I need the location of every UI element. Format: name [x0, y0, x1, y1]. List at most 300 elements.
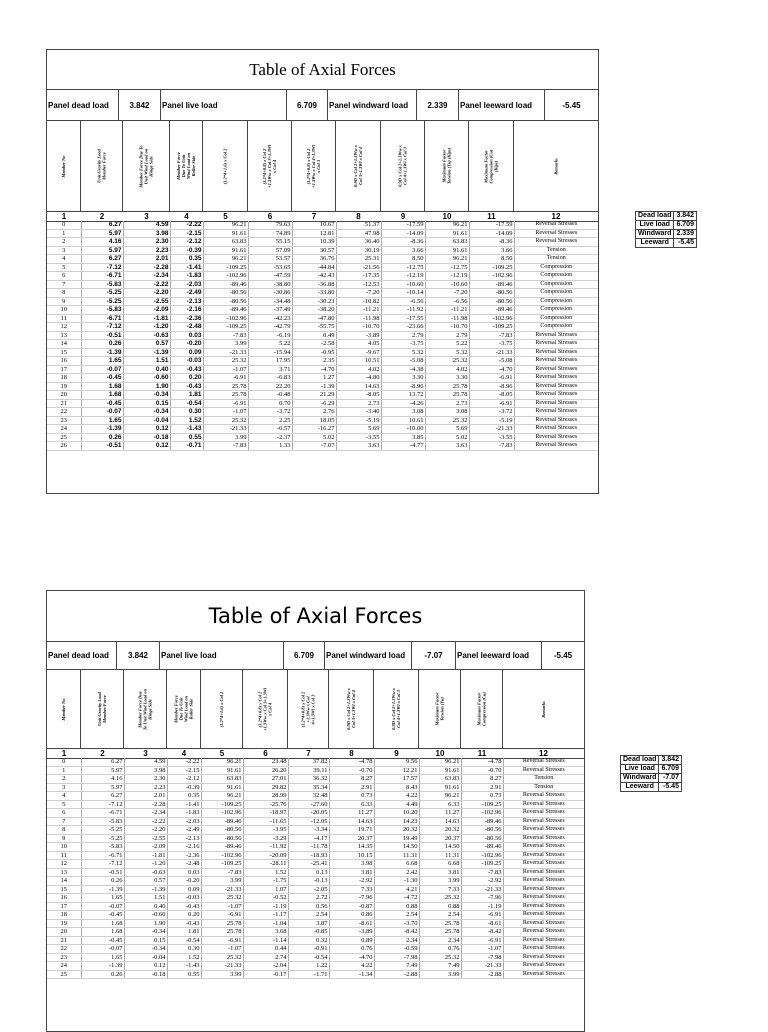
remarks-cell: Compression [514, 323, 598, 332]
column-number: 1 [61, 212, 67, 221]
value-cell: -9.67 [336, 348, 381, 357]
value-cell: -2.13 [170, 297, 203, 306]
value-cell: 1.68 [81, 919, 124, 928]
axial-forces-table-2 [46, 590, 585, 1032]
member-number-cell: 17 [47, 902, 81, 911]
member-number-cell: 21 [47, 936, 81, 945]
remarks-cell: Reversal Stresses [503, 902, 584, 911]
load-summary-row [621, 756, 682, 765]
value-cell: 2.25 [248, 416, 292, 425]
value-cell: -5.25 [81, 834, 124, 843]
value-cell: -42.79 [248, 323, 292, 332]
value-cell: -4.17 [288, 834, 329, 843]
value-cell: -8.42 [374, 928, 419, 937]
remarks-cell: Reversal Stresses [503, 962, 584, 971]
value-cell: -20.05 [288, 809, 329, 818]
table-row [47, 416, 598, 425]
value-cell: 6.33 [329, 800, 374, 809]
member-number-cell: 20 [47, 391, 81, 400]
value-cell: -7.83 [201, 868, 243, 877]
value-cell: -1.20 [124, 860, 167, 869]
value-cell: 36.40 [336, 238, 381, 247]
value-cell: -2.36 [167, 851, 201, 860]
panel-live-load-label: Panel live load [162, 100, 218, 110]
value-cell: 0.57 [124, 877, 167, 886]
table-row [47, 851, 584, 860]
column-number: 5 [223, 212, 228, 221]
value-cell: -30.86 [248, 289, 292, 298]
value-cell: -0.60 [123, 374, 170, 383]
value-cell: -7.07 [292, 442, 336, 451]
value-cell: -89.46 [469, 280, 514, 289]
value-cell: 4.49 [374, 800, 419, 809]
column-header [288, 670, 329, 748]
table-row [47, 970, 584, 979]
column-header [374, 670, 419, 748]
table-row [47, 919, 584, 928]
value-cell: 10.39 [292, 238, 336, 247]
column-header [248, 121, 292, 211]
value-cell: 10.51 [336, 357, 381, 366]
value-cell: 2.73 [336, 399, 381, 408]
value-cell: -36.88 [292, 280, 336, 289]
value-cell: -109.25 [203, 323, 248, 332]
value-cell: 3.81 [419, 868, 461, 877]
remarks-cell: Reversal Stresses [503, 919, 584, 928]
data-table [47, 758, 584, 979]
value-cell: 63.83 [201, 775, 243, 784]
value-cell: -80.56 [461, 834, 503, 843]
remarks-cell: Reversal Stresses [514, 374, 598, 383]
value-cell: -80.56 [203, 297, 248, 306]
value-cell: -4.70 [292, 365, 336, 374]
remarks-cell: Reversal Stresses [514, 408, 598, 417]
value-cell: 1.65 [81, 953, 124, 962]
value-cell: 96.21 [425, 221, 469, 229]
member-number-cell: 10 [47, 843, 81, 852]
value-cell: -25.41 [288, 860, 329, 869]
value-cell: -0.04 [123, 416, 170, 425]
value-cell: -1.19 [461, 902, 503, 911]
column-header-text: 0.9D x Col 2+1.3Ww x Col 4+1.3Wl x Col 3 [397, 145, 408, 187]
value-cell: -17.35 [336, 272, 381, 281]
value-cell: -5.19 [469, 416, 514, 425]
value-cell: -3.89 [329, 928, 374, 937]
value-cell: -2.37 [248, 433, 292, 442]
value-cell: 3.99 [203, 433, 248, 442]
table-row [47, 382, 598, 391]
value-cell: 5.32 [381, 348, 425, 357]
value-cell: 3.99 [419, 970, 461, 979]
value-cell: -2.15 [167, 766, 201, 775]
column-number: 8 [349, 749, 354, 758]
value-cell: 2.30 [124, 775, 167, 784]
value-cell: -7.83 [469, 442, 514, 451]
value-cell: 20.32 [419, 826, 461, 835]
value-cell: 14.63 [329, 817, 374, 826]
value-cell: -5.83 [81, 280, 123, 289]
value-cell: 0.13 [288, 868, 329, 877]
value-cell: 4.59 [124, 758, 167, 766]
value-cell: -8.05 [469, 391, 514, 400]
value-cell: -80.56 [469, 297, 514, 306]
column-header [329, 670, 374, 748]
value-cell: 53.57 [248, 255, 292, 264]
panel-live-load-value: 6.709 [286, 90, 328, 120]
value-cell: 8.27 [329, 775, 374, 784]
value-cell: 0.09 [170, 348, 203, 357]
column-number: 7 [306, 749, 311, 758]
value-cell: -2.28 [123, 263, 170, 272]
value-cell: -7.20 [425, 289, 469, 298]
value-cell: 91.61 [419, 766, 461, 775]
member-number-cell: 25 [47, 970, 81, 979]
member-number-cell: 0 [47, 221, 81, 229]
value-cell: -1.07 [203, 408, 248, 417]
value-cell: -7.20 [336, 289, 381, 298]
column-header [47, 121, 81, 211]
value-cell: -7.12 [81, 323, 123, 332]
value-cell: -0.04 [124, 953, 167, 962]
column-number: 6 [263, 749, 268, 758]
value-cell: -6.91 [203, 399, 248, 408]
value-cell: -37.49 [248, 306, 292, 315]
value-cell: 3.30 [381, 374, 425, 383]
value-cell: -2.55 [124, 834, 167, 843]
value-cell: -53.65 [248, 263, 292, 272]
remarks-cell: Reversal Stresses [503, 868, 584, 877]
member-number-cell: 9 [47, 297, 81, 306]
value-cell: -5.25 [81, 297, 123, 306]
table-row [47, 834, 584, 843]
value-cell: 36.32 [288, 775, 329, 784]
column-header-text: Member Force Due To Unit Wind Load on Roller Side [176, 152, 196, 180]
value-cell: 5.02 [292, 433, 336, 442]
value-cell: -20.09 [243, 851, 288, 860]
value-cell: -5.83 [81, 817, 124, 826]
value-cell: -2.20 [123, 289, 170, 298]
value-cell: -6.56 [381, 297, 425, 306]
value-cell: 0.76 [329, 945, 374, 954]
value-cell: 25.78 [201, 928, 243, 937]
value-cell: -4.78 [329, 758, 374, 766]
load-summary-value: 3.842 [659, 756, 682, 765]
panel-leeward-load-value: -5.45 [541, 642, 584, 669]
value-cell: 19.71 [329, 826, 374, 835]
value-cell: 0.86 [329, 911, 374, 920]
value-cell: 4.02 [425, 365, 469, 374]
value-cell: -28.11 [243, 860, 288, 869]
member-number-cell: 16 [47, 357, 81, 366]
value-cell: -0.17 [243, 970, 288, 979]
value-cell: -11.21 [336, 306, 381, 315]
value-cell: 96.21 [201, 792, 243, 801]
value-cell: 96.21 [419, 792, 461, 801]
value-cell: -1.34 [329, 970, 374, 979]
load-summary-row [636, 230, 697, 239]
member-number-cell: 12 [47, 860, 81, 869]
value-cell: -27.60 [288, 800, 329, 809]
value-cell: 1.27 [292, 374, 336, 383]
value-cell: 25.32 [201, 894, 243, 903]
column-header [81, 670, 124, 748]
member-number-cell: 24 [47, 962, 81, 971]
value-cell: 2.01 [124, 792, 167, 801]
value-cell: 5.22 [248, 340, 292, 349]
value-cell: 5.22 [425, 340, 469, 349]
table-row [47, 331, 598, 340]
value-cell: 6.27 [81, 221, 123, 229]
table-row [47, 902, 584, 911]
value-cell: -3.34 [288, 826, 329, 835]
value-cell: -1.14 [243, 936, 288, 945]
column-header [381, 121, 425, 211]
value-cell: 1.81 [167, 928, 201, 937]
value-cell: -3.72 [469, 408, 514, 417]
value-cell: -17.59 [381, 221, 425, 229]
value-cell: -0.13 [288, 877, 329, 886]
panel-dead-load-value: 3.842 [118, 90, 161, 120]
value-cell: -0.07 [81, 365, 123, 374]
value-cell: 63.83 [203, 238, 248, 247]
remarks-cell: Reversal Stresses [514, 433, 598, 442]
value-cell: -0.70 [461, 766, 503, 775]
value-cell: 21.29 [292, 391, 336, 400]
load-summary-row [636, 221, 697, 230]
remarks-cell: Reversal Stresses [514, 425, 598, 434]
load-summary-2 [620, 755, 682, 792]
value-cell: -1.20 [123, 323, 170, 332]
value-cell: -0.34 [123, 408, 170, 417]
value-cell: -2.03 [167, 817, 201, 826]
remarks-cell: Reversal Stresses [503, 953, 584, 962]
value-cell: 7.33 [329, 885, 374, 894]
value-cell: 2.30 [123, 238, 170, 247]
value-cell: -0.43 [170, 365, 203, 374]
value-cell: -5.83 [81, 843, 124, 852]
value-cell: -1.17 [243, 911, 288, 920]
value-cell: 13.72 [381, 391, 425, 400]
load-summary-label: Leeward [636, 239, 674, 248]
value-cell: 7.49 [374, 962, 419, 971]
remarks-cell: Reversal Stresses [514, 365, 598, 374]
remarks-cell: Reversal Stresses [503, 970, 584, 979]
value-cell: -21.33 [461, 885, 503, 894]
column-header [123, 121, 170, 211]
value-cell: 1.33 [248, 442, 292, 451]
table-row [47, 792, 584, 801]
table-row [47, 280, 598, 289]
member-number-cell: 9 [47, 834, 81, 843]
value-cell: 25.78 [419, 928, 461, 937]
column-number: 4 [184, 212, 189, 221]
load-summary-label: Windward [621, 774, 659, 783]
value-cell: 2.72 [288, 894, 329, 903]
value-cell: -89.46 [203, 280, 248, 289]
value-cell: 1.68 [81, 391, 123, 400]
panel-live-load-value: 6.709 [283, 642, 325, 669]
value-cell: 57.09 [248, 246, 292, 255]
value-cell: -0.43 [167, 902, 201, 911]
value-cell: 3.66 [469, 246, 514, 255]
value-cell: 0.20 [167, 911, 201, 920]
member-number-cell: 10 [47, 306, 81, 315]
value-cell: -21.33 [203, 348, 248, 357]
column-header-text: (1.2*4+0.8) x Col 2 +1.3Ww x Col 3+1.3Wl x Col 4 [257, 687, 273, 731]
load-summary-row [621, 765, 682, 774]
panel-leeward-load-label: Panel leeward load [460, 100, 533, 110]
value-cell: -2.28 [124, 800, 167, 809]
value-cell: -0.20 [170, 340, 203, 349]
value-cell: 91.61 [425, 229, 469, 238]
value-cell: 6.68 [419, 860, 461, 869]
value-cell: 3.85 [381, 433, 425, 442]
value-cell: -7.83 [461, 868, 503, 877]
member-number-cell: 16 [47, 894, 81, 903]
value-cell: -1.39 [81, 425, 123, 434]
value-cell: -2.09 [123, 306, 170, 315]
value-cell: 3.63 [425, 442, 469, 451]
member-number-cell: 19 [47, 382, 81, 391]
value-cell: -0.03 [170, 357, 203, 366]
value-cell: -0.87 [329, 902, 374, 911]
value-cell: 25.32 [201, 953, 243, 962]
value-cell: 25.78 [203, 382, 248, 391]
value-cell: 1.65 [81, 357, 123, 366]
value-cell: 25.78 [425, 382, 469, 391]
value-cell: 4.59 [123, 221, 170, 229]
value-cell: 3.71 [248, 365, 292, 374]
value-cell: 5.97 [81, 766, 124, 775]
value-cell: 3.98 [123, 229, 170, 238]
value-cell: -8.96 [469, 382, 514, 391]
value-cell: 19.49 [374, 834, 419, 843]
table-row [47, 365, 598, 374]
value-cell: -1.83 [170, 272, 203, 281]
value-cell: 2.54 [374, 911, 419, 920]
value-cell: -6.91 [461, 936, 503, 945]
remarks-cell: Reversal Stresses [514, 331, 598, 340]
value-cell: -6.91 [201, 911, 243, 920]
column-header [292, 121, 336, 211]
column-header-text: (1.2*4+1.6) x Col 2 [222, 148, 228, 184]
value-cell: 12.21 [374, 766, 419, 775]
value-cell: -0.20 [167, 877, 201, 886]
remarks-cell: Reversal Stresses [514, 348, 598, 357]
value-cell: 4.21 [374, 885, 419, 894]
value-cell: -14.09 [469, 229, 514, 238]
value-cell: -0.60 [124, 911, 167, 920]
member-number-cell: 5 [47, 263, 81, 272]
value-cell: 47.98 [336, 229, 381, 238]
value-cell: -89.46 [201, 817, 243, 826]
value-cell: 3.81 [329, 868, 374, 877]
column-header [461, 670, 503, 748]
value-cell: 2.42 [374, 868, 419, 877]
value-cell: 20.37 [329, 834, 374, 843]
value-cell: -10.70 [336, 323, 381, 332]
member-number-cell: 3 [47, 783, 81, 792]
table-row [47, 953, 584, 962]
table-row [47, 775, 584, 784]
value-cell: 91.61 [201, 766, 243, 775]
value-cell: -11.21 [425, 306, 469, 315]
value-cell: 0.15 [123, 399, 170, 408]
value-cell: -0.03 [167, 894, 201, 903]
value-cell: -5.83 [81, 306, 123, 315]
value-cell: 3.99 [201, 877, 243, 886]
column-header-text: (1.2*4+0.8) x Col 2 +1.3Ww x Col 4+1.3Wl x Col 3 [306, 144, 321, 188]
load-summary-value: -5.45 [674, 239, 697, 248]
value-cell: -0.71 [170, 442, 203, 451]
remarks-cell: Reversal Stresses [503, 851, 584, 860]
value-cell: 17.57 [374, 775, 419, 784]
value-cell: -1.41 [170, 263, 203, 272]
value-cell: 1.52 [170, 416, 203, 425]
member-number-cell: 24 [47, 425, 81, 434]
value-cell: -2.03 [170, 280, 203, 289]
value-cell: -2.48 [170, 323, 203, 332]
value-cell: 25.78 [425, 391, 469, 400]
value-cell: 1.68 [81, 928, 124, 937]
table-row [47, 348, 598, 357]
remarks-cell: Reversal Stresses [514, 221, 598, 229]
column-header [203, 121, 248, 211]
value-cell: -15.94 [248, 348, 292, 357]
value-cell: -0.54 [170, 399, 203, 408]
value-cell: -2.92 [329, 877, 374, 886]
value-cell: 32.48 [288, 792, 329, 801]
data-table [47, 221, 598, 451]
load-summary-value: -7.07 [659, 774, 682, 783]
panel-leeward-load-label: Panel leeward load [457, 651, 530, 660]
table-row [47, 297, 598, 306]
value-cell: -2.88 [461, 970, 503, 979]
value-cell: -2.12 [170, 238, 203, 247]
table-row [47, 255, 598, 264]
value-cell: -89.46 [469, 306, 514, 315]
value-cell: -10.60 [425, 280, 469, 289]
value-cell: -1.71 [288, 970, 329, 979]
member-number-cell: 8 [47, 826, 81, 835]
value-cell: 0.03 [167, 868, 201, 877]
value-cell: -2.88 [374, 970, 419, 979]
value-cell: 14.50 [374, 843, 419, 852]
member-number-cell: 17 [47, 365, 81, 374]
value-cell: -21.33 [203, 425, 248, 434]
value-cell: -1.39 [81, 885, 124, 894]
value-cell: 63.83 [425, 238, 469, 247]
value-cell: -0.70 [329, 766, 374, 775]
remarks-cell: Reversal Stresses [514, 399, 598, 408]
value-cell: -3.40 [336, 408, 381, 417]
member-number-cell: 2 [47, 775, 81, 784]
remarks-cell: Tension [514, 246, 598, 255]
member-number-cell: 18 [47, 911, 81, 920]
remarks-cell: Reversal Stresses [514, 416, 598, 425]
column-number: 11 [487, 212, 496, 221]
table-row [47, 323, 598, 332]
value-cell: -2.12 [167, 775, 201, 784]
value-cell: 20.32 [374, 826, 419, 835]
value-cell: -0.43 [170, 382, 203, 391]
value-cell: -2.48 [167, 860, 201, 869]
load-summary-label: Live load [636, 221, 674, 230]
value-cell: -4.70 [469, 365, 514, 374]
column-number: 3 [143, 749, 148, 758]
member-number-cell: 14 [47, 340, 81, 349]
value-cell: -4.26 [381, 399, 425, 408]
